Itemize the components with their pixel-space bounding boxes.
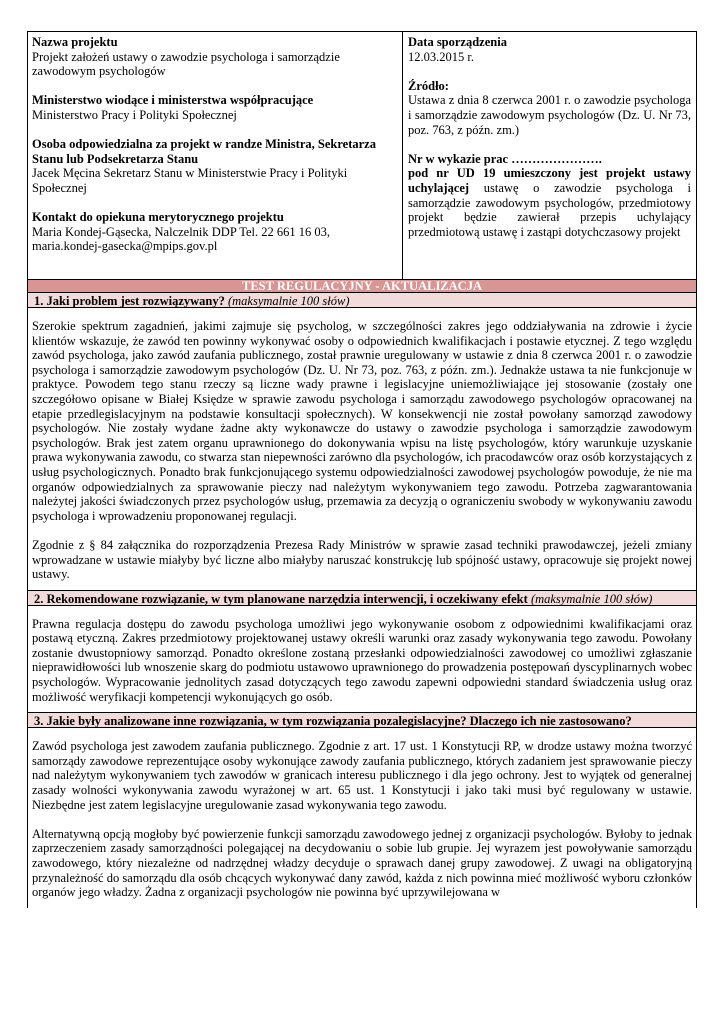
- section-2-body: [27, 606, 697, 713]
- section-2-paragraph: Prawna regulacja dostępu do zawodu psychologa umożliwi jego wykonywanie osobom z odpowiednimi kwalifikacjami oraz postawą etyczną. Zakres przedmiotowy projektowanej ustawy określi warunki oraz zasady wykonywania tego zawodu. Powołany zostanie dwustopniowy samorząd. Ponadto określone zostaną przesłanki odpowiedzialności zawodowej co umożliwi zgłaszanie nieprawidłowości lub wnoszenie skarg do podmiotu ustawowo uprawnionego do prowadzenia postępowań dyscyplinarnych wobec psychologów. Wypracowanie jednolitych zasad dotyczących tego zawodu zapewni odpowiedni standard świadczenia usług oraz możliwość weryfikacji kompetencji wykonujących go osób.: [32, 616, 692, 704]
- contact-line-1: Maria Kondej-Gąsecka, Nalczelnik DDP Tel. 22 661 16 03,: [32, 224, 331, 239]
- section-band-title: TEST REGULACYJNY - AKTUALIZACJA: [27, 280, 697, 292]
- project-name-label: Nazwa projektu: [32, 35, 118, 49]
- section-2-heading: 2. Rekomendowane rozwiązanie, w tym planowane narzędzia interwencji, i oczekiwany efekt (maksymalnie 100 słów): [27, 590, 697, 606]
- ministry: Ministerstwo Pracy i Polityki Społecznej: [32, 107, 237, 122]
- date-label: Data sporządzenia: [408, 35, 507, 49]
- date-value: 12.03.2015 r.: [408, 49, 474, 64]
- document-page: [27, 31, 697, 1021]
- section-3-paragraph: Alternatywną opcją mogłoby być powierzenie funkcji samorządu zawodowego jednej z organizacji psychologów. Byłoby to jednak zaprzeczeniem zasady samorządności polegającej na decydowaniu o sobie lub grupie. Jej wyrazem jest powoływanie samorządu zawodowego, który niezależne od nadrzędnej władzy decyduje o sprawach danej grupy zawodowej. Z uwagi na obligatoryjną przynależność do samorządu dla osób chcących wykonywać dany zawód, każda z nich powinna mieć możliwość wyboru członków organów jego władzy. Żadna z organizacji psychologów nie powinna być uprzywilejowana w: [32, 826, 692, 900]
- contact-line-2: maria.kondej-gasecka@mpips.gov.pl: [32, 239, 218, 254]
- section-1-body: [27, 308, 697, 590]
- section-1-paragraph: Szerokie spektrum zagadnień, jakimi zajmuje się psycholog, w szczególności zakres jego oddziaływania na zdrowie i życie klientów wskazuje, że zawód ten powinny wykonywać osoby o odpowiednich kwalifikacjach i postawie etycznej. Z tego względu zawód psychologa, jako zawód zaufania publicznego, został prawnie uregulowany w ustawie z dnia 8 czerwca 2001 r. o zawodzie psychologa i samorządzie zawodowym psychologów (Dz. U. Nr 73, poz. 763, z późn. zm.). Jednakże ustawa ta nie funkcjonuje w praktyce. Powodem tego stanu rzeczy są liczne wady prawne i legislacyjne uniemożliwiające jej stosowanie (zostały one szczegółowo opisane w Białej Księdze w sprawie zawodu psychologa i samorządu zawodowego psychologów opracowanej na etapie przedlegislacyjnym na podstawie konsultacji społecznych). W konsekwencji nie został powołany samorząd zawodowy psychologów. Nie zostały wydane żadne akty wykonawcze do ustawy o zawodzie psychologa i samorządzie zawodowym psychologów. Brak jest zatem organu uprawnionego do dokonywania wpisu na listę psychologów, który warunkuje uzyskanie prawa wykonywania zawodu, co stwarza stan niepewności zarówno dla psychologów, ich pracodawców oraz osób korzystających z usług psychologicznych. Ponadto brak funkcjonującego systemu odpowiedzialności zawodowej psychologów powoduje, że nie ma organów odpowiedzialnych za sprawowanie pieczy nad należytym wykonywaniem tego zawodu. Potrzeba zagwarantowania należytej jakości świadczonych przez psychologów usług, przemawia za decyzją o ograniczeniu swobody w wykonywaniu zawodu psychologa i wprowadzeniu proponowanej regulacji.: [32, 319, 692, 523]
- project-name: Projekt założeń ustawy o zawodzie psychologa i samorządzie zawodowym psychologów: [32, 49, 340, 79]
- list-number-label: Nr w wykazie prac ………………….: [408, 151, 602, 166]
- list-number-rest: ustawę o zawodzie psychologa i samorządzie zawodowym psychologów, przedmiotowy projekt będzie zawierał przepis uchylający przedmiotową ustawę i zastąpi dotychczasowy projekt: [408, 180, 691, 239]
- responsible-label: Osoba odpowiedzialna za projekt w randze Ministra, Sekretarza Stanu lub Podsekretarza Stanu: [32, 137, 376, 166]
- ministry-label: Ministerstwo wiodące i ministerstwa współpracujące: [32, 93, 314, 108]
- section-1-heading: 1. Jaki problem jest rozwiązywany? (maksymalnie 100 słów): [27, 292, 697, 308]
- header-right-cell: [403, 32, 696, 279]
- header-table: [27, 31, 697, 280]
- section-3-body: [27, 728, 697, 908]
- responsible: Jacek Męcina Sekretarz Stanu w Ministerstwie Pracy i Polityki Społecznej: [32, 166, 348, 195]
- section-1-paragraph: Zgodnie z § 84 załącznika do rozporządzenia Prezesa Rady Ministrów w sprawie zasad techniki prawodawczej, jeżeli zmiany wprowadzane w ustawie miałyby być liczne albo miałyby naruszać konstrukcję lub spójność ustawy, opracowuje się projekt nowej ustawy.: [32, 537, 692, 582]
- list-number-text: [408, 166, 691, 239]
- section-3-paragraph: Zawód psychologa jest zawodem zaufania publicznego. Zgodnie z art. 17 ust. 1 Konstytucji RP, w drodze ustawy można tworzyć samorządy zawodowe reprezentujące osoby wykonujące zawody zaufania publicznego, których zadaniem jest sprawowanie pieczy nad należytym wykonywaniem tych zawodów w granicach interesu publicznego i dla jego ochrony. Jest to wyjątek od generalnej zasady wolności wykonywania zawodu wyrażonej w art. 65 ust. 1 Konstytucji i jako taki musi być regulowany w ustawie. Niezbędne jest zatem legislacyjne uregulowanie zasad wykonywania tego zawodu.: [32, 739, 692, 812]
- contact-label: Kontakt do opiekuna merytorycznego projektu: [32, 210, 284, 225]
- header-left-cell: [28, 32, 403, 279]
- source-label: Źródło:: [408, 78, 449, 93]
- section-3-heading: 3. Jakie były analizowane inne rozwiązania, w tym rozwiązania pozalegislacyjne? Dlaczego ich nie zastosowano?: [27, 712, 697, 728]
- source-value: Ustawa z dnia 8 czerwca 2001 r. o zawodzie psychologa i samorządzie zawodowym psychologów (Dz. U. Nr 73, poz. 763, z późn. zm.): [408, 93, 691, 137]
- list-number-bold: pod nr UD 19 umieszczony jest projekt ustawy uchylającej: [408, 166, 691, 195]
